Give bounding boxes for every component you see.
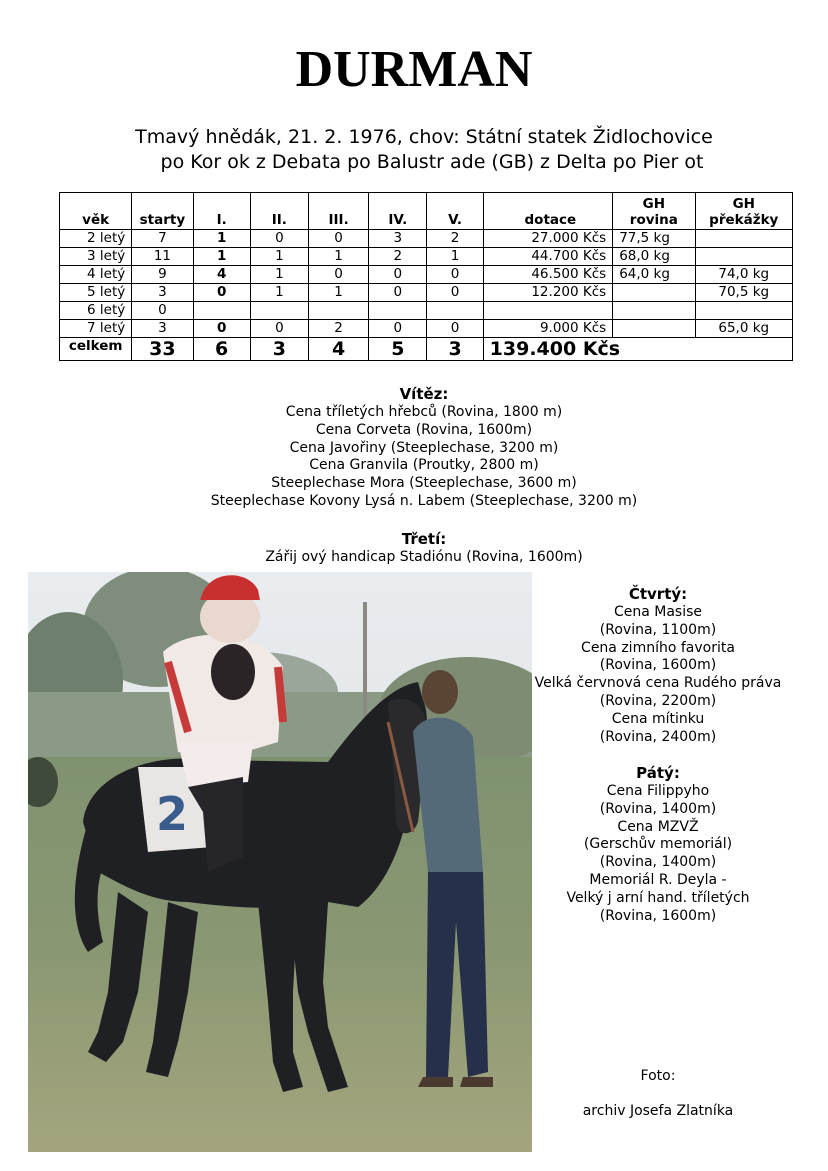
header-starts: starty: [132, 193, 193, 230]
cell-gh-flat: 64,0 kg: [613, 266, 695, 284]
cell-third: [308, 302, 368, 320]
list-item: Cena tříletých hřebců (Rovina, 1800 m): [285, 404, 563, 420]
cell-gh-flat: [613, 320, 695, 338]
total-third: 4: [308, 338, 368, 361]
table-row: [60, 266, 793, 284]
list-item: Zářij ový handicap Stadiónu (Rovina, 1600m): [265, 549, 583, 565]
cell-fifth: [427, 302, 483, 320]
list-item: Memoriál R. Deyla -: [589, 871, 727, 888]
horse-description: Tmavý hnědák, 21. 2. 1976, chov: Státní statek Židlochovice: [135, 126, 713, 148]
list-item: Cena zimního favorita: [581, 639, 735, 656]
cell-gh-jump: 74,0 kg: [695, 266, 792, 284]
cell-starts: 11: [132, 248, 193, 266]
cell-fourth: 2: [369, 248, 427, 266]
cell-second: 0: [250, 230, 308, 248]
header-first: I.: [193, 193, 250, 230]
header-third: III.: [308, 193, 368, 230]
cell-gh-jump: 70,5 kg: [695, 284, 792, 302]
gh-label: GH: [732, 196, 755, 212]
cell-first: 0: [193, 284, 250, 302]
winners-heading: Vítěz:: [399, 385, 449, 403]
cell-third: 1: [308, 248, 368, 266]
cell-prize: 27.000 Kčs: [483, 230, 613, 248]
table-row: [60, 248, 793, 266]
list-item: (Rovina, 2200m): [599, 692, 717, 709]
cell-starts: 3: [132, 320, 193, 338]
list-item: Velký j arní hand. tříletých: [566, 889, 750, 906]
total-fifth: 3: [427, 338, 483, 361]
total-second: 3: [250, 338, 308, 361]
cell-first: 1: [193, 230, 250, 248]
cell-second: 0: [250, 320, 308, 338]
list-item: Steeplechase Mora (Steeplechase, 3600 m): [271, 475, 577, 492]
cell-prize: 44.700 Kčs: [483, 248, 613, 266]
total-prize: 139.400 Kčs: [483, 338, 792, 361]
header-fifth: V.: [427, 193, 483, 230]
list-item: Cena Granvila (Proutky, 2800 m): [309, 457, 539, 474]
header-second: II.: [250, 193, 308, 230]
fifth-place-section: [532, 763, 784, 925]
cell-gh-jump: [695, 230, 792, 248]
cell-third: 0: [308, 230, 368, 248]
cell-third: 0: [308, 266, 368, 284]
list-item: Cena Masise: [613, 604, 703, 620]
cell-gh-flat: [613, 302, 695, 320]
cell-first: [193, 302, 250, 320]
table-header-row: [60, 193, 793, 230]
race-stats-table: [59, 192, 793, 361]
header-age: věk: [60, 193, 132, 230]
list-item: Cena MZVŽ: [617, 818, 699, 835]
horse-photo: [28, 572, 532, 1152]
list-item: Cena Javořiny (Steeplechase, 3200 m): [289, 439, 559, 456]
total-first: 6: [193, 338, 250, 361]
cell-second: [250, 302, 308, 320]
cell-first: 1: [193, 248, 250, 266]
table-row: [60, 230, 793, 248]
list-item: Steeplechase Kovony Lysá n. Labem (Steeplechase, 3200 m): [210, 492, 638, 509]
cell-second: 1: [250, 284, 308, 302]
cell-fifth: 1: [427, 248, 483, 266]
photo-credit: archiv Josefa Zlatníka: [582, 1103, 734, 1119]
pedigree-line: po Kor ok z Debata po Balustr ade (GB) z Delta po Pier ot: [160, 151, 704, 173]
cell-prize: 46.500 Kčs: [483, 266, 613, 284]
cell-gh-jump: 65,0 kg: [695, 320, 792, 338]
cell-prize: 9.000 Kčs: [483, 320, 613, 338]
cell-fourth: 0: [369, 266, 427, 284]
cell-starts: 9: [132, 266, 193, 284]
header-fourth: IV.: [369, 193, 427, 230]
cell-starts: 7: [132, 230, 193, 248]
header-gh-flat: [613, 193, 695, 230]
fourth-heading: Čtvrtý:: [628, 585, 688, 603]
cell-fifth: 2: [427, 230, 483, 248]
photo-caption-label: Foto:: [640, 1068, 676, 1084]
third-heading: Třetí:: [401, 530, 447, 548]
list-item: (Rovina, 1600m): [599, 907, 717, 924]
cell-third: 2: [308, 320, 368, 338]
cell-prize: 12.200 Kčs: [483, 284, 613, 302]
cell-age: 7 letý: [60, 320, 132, 338]
table-total-row: [60, 338, 793, 361]
fifth-heading: Pátý:: [636, 764, 680, 782]
fourth-place-section: [532, 584, 784, 746]
rovina-label: rovina: [629, 212, 678, 228]
cell-age: 5 letý: [60, 284, 132, 302]
cell-gh-jump: [695, 302, 792, 320]
cell-gh-flat: 77,5 kg: [613, 230, 695, 248]
table-row: [60, 320, 793, 338]
cell-first: 0: [193, 320, 250, 338]
gh-label: GH: [642, 196, 666, 212]
cell-second: 1: [250, 266, 308, 284]
cell-gh-flat: [613, 284, 695, 302]
header-gh-jump: [695, 193, 792, 230]
total-fourth: 5: [369, 338, 427, 361]
cell-age: 2 letý: [60, 230, 132, 248]
cell-fifth: 0: [427, 284, 483, 302]
cell-fourth: 0: [369, 284, 427, 302]
cell-third: 1: [308, 284, 368, 302]
list-item: (Rovina, 1400m): [599, 800, 717, 817]
cell-fourth: 3: [369, 230, 427, 248]
cell-fifth: 0: [427, 320, 483, 338]
cell-fifth: 0: [427, 266, 483, 284]
total-label: celkem: [60, 338, 132, 361]
list-item: Cena Corveta (Rovina, 1600m): [315, 421, 533, 438]
list-item: Velká červnová cena Rudého práva: [534, 675, 782, 692]
header-prize: dotace: [483, 193, 613, 230]
cell-starts: 0: [132, 302, 193, 320]
cell-prize: [483, 302, 613, 320]
list-item: (Rovina, 1400m): [599, 854, 717, 871]
cell-fourth: [369, 302, 427, 320]
prekazky-label: překážky: [709, 212, 779, 228]
third-place-section: [0, 529, 828, 567]
cell-age: 4 letý: [60, 266, 132, 284]
list-item: (Rovina, 1100m): [599, 621, 717, 638]
cell-age: 6 letý: [60, 302, 132, 320]
table-row: [60, 284, 793, 302]
list-item: (Gerschův memoriál): [583, 836, 733, 853]
cell-fourth: 0: [369, 320, 427, 338]
list-item: (Rovina, 2400m): [599, 728, 717, 745]
cell-starts: 3: [132, 284, 193, 302]
cell-gh-flat: 68,0 kg: [613, 248, 695, 266]
list-item: Cena mítinku: [611, 710, 705, 727]
cell-first: 4: [193, 266, 250, 284]
cell-age: 3 letý: [60, 248, 132, 266]
list-item: Cena Filippyho: [606, 783, 710, 799]
cell-gh-jump: [695, 248, 792, 266]
total-starts: 33: [132, 338, 193, 361]
saddle-number: 2: [156, 787, 189, 841]
table-row: [60, 302, 793, 320]
winners-section: [0, 384, 828, 511]
cell-second: 1: [250, 248, 308, 266]
page-title: DURMAN: [295, 41, 533, 98]
list-item: (Rovina, 1600m): [599, 657, 717, 674]
